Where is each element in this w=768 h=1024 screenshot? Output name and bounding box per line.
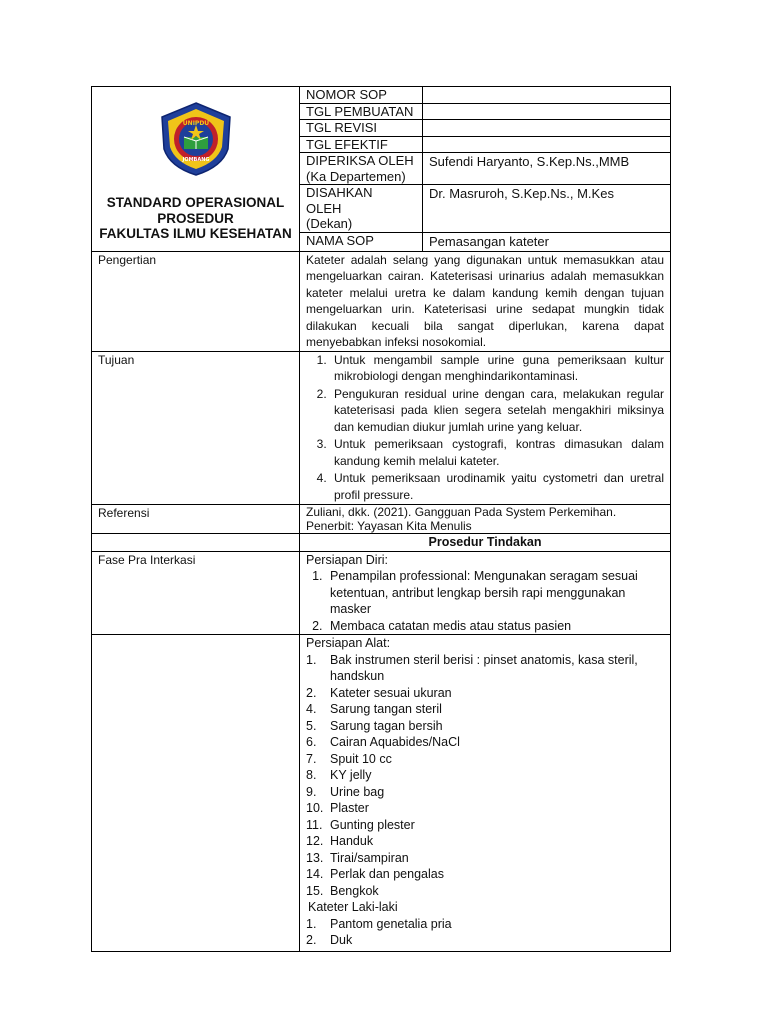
alat-item-number: 6. (306, 735, 317, 749)
org-title (96, 195, 295, 242)
tgl-revisi-value (423, 120, 671, 137)
alat-item-text: Kateter sesuai ukuran (330, 685, 452, 700)
alat-item-text: Handuk (330, 834, 374, 848)
nama-sop-value: Pemasangan kateter (423, 233, 671, 252)
disahkan-label-line3: (Dekan) (306, 216, 353, 231)
tgl-pembuatan-label: TGL PEMBUATAN (300, 103, 423, 120)
disahkan-label-line1: DISAHKAN (306, 185, 373, 200)
alat-item-number: 2. (306, 685, 317, 700)
alat-item (306, 718, 664, 735)
alat-item-number: 11. (306, 817, 323, 832)
prosedur-left-blank (92, 534, 300, 552)
alat-item (306, 652, 664, 685)
title-line-2: PROSEDUR (157, 210, 234, 226)
tujuan-label: Tujuan (92, 351, 300, 505)
alat-item-number: 10. (306, 801, 324, 815)
alat-item-text: Perlak dan pengalas (330, 867, 444, 881)
kateter-item (306, 932, 664, 949)
alat-item-number: 9. (306, 784, 317, 799)
tgl-pembuatan-value (423, 103, 671, 120)
disahkan-label-line2: OLEH (306, 200, 342, 216)
pengertian-text: Kateter adalah selang yang digunakan untuk memasukkan atau mengeluarkan cairan. Kateterisasi urinarius adalah memasukkan kateter melalui uretra ke dalam kandung kemih dengan tujuan mengeluarkan urin. Kateterisasi urine sedapat mungkin tidak dilakukan kecuali bila sangat diperlukan, karena dapat menyebabkan infeksi nosokomial. (300, 251, 671, 351)
alat-item-text: Spuit 10 cc (330, 751, 392, 766)
alat-item-number: 7. (306, 751, 317, 766)
kateter-item-text: Pantom genetalia pria (330, 916, 452, 931)
referensi-label: Referensi (92, 505, 300, 534)
alat-item (306, 751, 664, 768)
tujuan-item: 3. Untuk pemeriksaan cystografi, kontras dimasukan dalam kandung kemih melalui kateter. (330, 436, 664, 469)
kateter-list (306, 916, 664, 949)
alat-item-text: Sarung tagan bersih (330, 718, 443, 733)
alat-item-number: 14. (306, 867, 324, 881)
tujuan-list (306, 352, 664, 504)
diperiksa-value: Sufendi Haryanto, S.Kep.Ns.,MMB (423, 153, 671, 185)
nomor-sop-value (423, 87, 671, 104)
alat-item-number: 4. (306, 702, 317, 716)
tgl-efektif-value (423, 136, 671, 153)
alat-left-blank (92, 635, 300, 952)
tgl-efektif-label: TGL EFEKTIF (300, 136, 423, 153)
persiapan-diri-list (306, 568, 664, 634)
persiapan-alat-list (306, 652, 664, 900)
kateter-item-text: Duk (330, 933, 353, 947)
fase-label: Fase Pra Interkasi (92, 551, 300, 635)
prosedur-title: Prosedur Tindakan (300, 534, 671, 552)
tgl-revisi-label: TGL REVISI (300, 120, 423, 137)
alat-item (306, 833, 664, 850)
persiapan-diri-item: 2. Membaca catatan medis atau status pasien (326, 618, 664, 635)
alat-item-text: Cairan Aquabides/NaCl (330, 735, 460, 749)
kateter-item (306, 916, 664, 933)
logo-text-bottom: JOMBANG (181, 157, 210, 163)
nama-sop-label: NAMA SOP (300, 233, 423, 252)
alat-item (306, 685, 664, 702)
persiapan-alat-cell (300, 635, 671, 952)
tujuan-cell (300, 351, 671, 505)
logo-title-cell (92, 87, 300, 252)
alat-item (306, 734, 664, 751)
logo-text-top: UNIPDU (182, 120, 209, 127)
alat-item-text: Urine bag (330, 784, 385, 799)
tujuan-item: 2. Pengukuran residual urine dengan cara, melakukan regular kateterisasi pada klien segera setelah mengakhiri miksinya dan kemudian diukur jumlah urine yang keluar. (330, 386, 664, 436)
alat-item (306, 850, 664, 867)
nomor-sop-label: NOMOR SOP (300, 87, 423, 104)
alat-item-text: Sarung tangan steril (330, 702, 442, 716)
alat-item-number: 13. (306, 850, 324, 865)
alat-item-text: Tirai/sampiran (330, 850, 409, 865)
alat-item-number: 15. (306, 883, 324, 898)
kateter-item-number: 2. (306, 933, 317, 947)
tujuan-item: 4. Untuk pemeriksaan urodinamik yaitu cystometri dan uretral profil pressure. (330, 470, 664, 503)
persiapan-alat-title: Persiapan Alat: (306, 636, 391, 650)
alat-item-number: 1. (306, 652, 317, 667)
alat-item (306, 817, 664, 834)
alat-item-text: KY jelly (330, 768, 372, 782)
alat-item (306, 784, 664, 801)
kateter-item-number: 1. (306, 916, 317, 931)
persiapan-diri-cell (300, 551, 671, 635)
diperiksa-label-line1: DIPERIKSA OLEH (306, 153, 414, 168)
alat-item (306, 883, 664, 900)
alat-item (306, 701, 664, 718)
diperiksa-label-line2: (Ka Departemen) (306, 168, 406, 184)
alat-item-text: Plaster (330, 801, 369, 815)
sop-document (91, 86, 670, 952)
tujuan-item: 1. Untuk mengambil sample urine guna pemeriksaan kultur mikrobiologi dengan menghindarikontaminasi. (330, 352, 664, 385)
alat-item-number: 8. (306, 768, 317, 782)
university-logo (156, 101, 236, 177)
alat-item-text: Gunting plester (330, 817, 415, 832)
referensi-text: Zuliani, dkk. (2021). Gangguan Pada System Perkemihan. Penerbit: Yayasan Kita Menulis (300, 505, 671, 534)
persiapan-diri-title: Persiapan Diri: (306, 552, 388, 567)
title-line-3: FAKULTAS ILMU KESEHATAN (99, 226, 292, 241)
disahkan-value: Dr. Masruroh, S.Kep.Ns., M.Kes (423, 185, 671, 233)
alat-item (306, 800, 664, 817)
alat-item-text: Bak instrumen steril berisi : pinset anatomis, kasa steril, handskun (330, 652, 638, 683)
alat-item (306, 866, 664, 883)
disahkan-label (300, 185, 423, 233)
alat-item-number: 5. (306, 718, 317, 733)
persiapan-diri-item: 1. Penampilan professional: Mengunakan seragam sesuai ketentuan, antribut lengkap bersih rapi menggunakan masker (326, 568, 664, 618)
diperiksa-label (300, 153, 423, 185)
alat-item-text: Bengkok (330, 883, 379, 898)
alat-item-number: 12. (306, 834, 324, 848)
alat-item (306, 767, 664, 784)
kateter-title: Kateter Laki-laki (308, 900, 398, 914)
pengertian-label: Pengertian (92, 251, 300, 351)
title-line-1: STANDARD OPERASIONAL (106, 195, 285, 210)
sop-table (91, 86, 671, 952)
